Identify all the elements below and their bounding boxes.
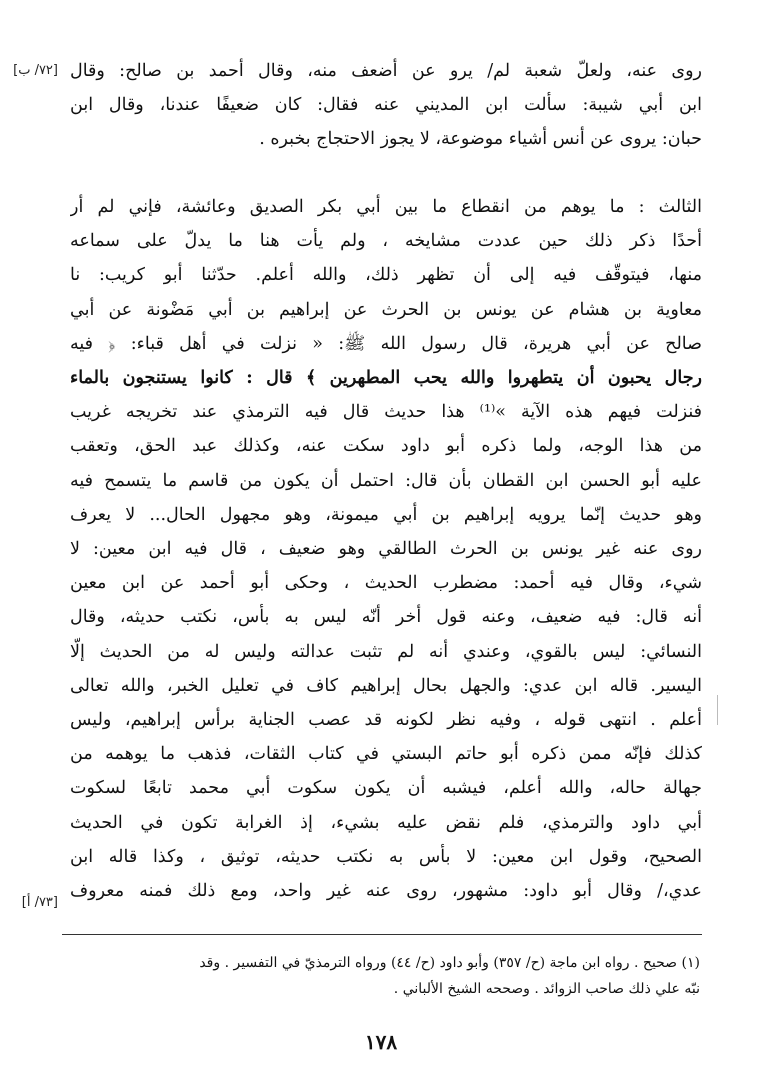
text-line: أنه قال: فيه ضعيف، وعنه قول أخر أنّه ليس به بأس، نكتب حديثه، وقال [70,607,702,628]
text-line: معاوية بن هشام عن يونس بن الحرث عن إبراهيم بن أبي مَضْونة عن أبي [70,299,702,320]
text-line: أعلم . انتهى قوله ، وفيه نظر لكونه قد عصب الجناية برأس إبراهيم، وليس [70,710,702,731]
text-line: أبي داود والترمذي، فلم نقض عليه بشيء، إذ الغرابة تكون في الحديث [70,812,702,833]
text-line: روى عنه، ولعلّ شعبة لم/ يرو عن أضعف منه، وقال أحمد بن صالح: وقال [70,61,702,81]
text-line: اليسير. قاله ابن عدي: والجهل بحال إبراهيم كاف في تعليل الخبر، والله تعالى [70,675,702,696]
footnote-line: نبّه علي ذلك صاحب الزوائد . وصححه الشيخ الألباني . [393,981,700,997]
text-line: شيء، وقال فيه أحمد: مضطرب الحديث ، وحكى أبو أحمد عن ابن معين [70,573,702,594]
text-line: حبان: يروى عن أنس أشياء موضوعة، لا يجوز الاحتجاج بخبره . [259,129,702,150]
text-line: عدي،/ وقال أبو داود: مشهور، روى عنه غير واحد، ومع ذلك فمنه معروف [70,881,702,902]
text-line: ابن أبي شيبة: سألت ابن المديني عنه فقال: كان ضعيفًا عندنا، وقال ابن [70,95,702,116]
text-line: منها، فيتوقّف فيه إلى أن تظهر ذلك، والله أعلم. حدّثنا أبو كريب: نا [70,265,702,286]
paragraph-1 [70,54,702,157]
page-number: ١٧٨ [364,1030,398,1054]
text-line: الثالث : ما يوهم من انقطاع ما بين أبي بكر الصديق وعائشة، فإني لم أر [70,197,702,217]
footnotes [60,950,700,1002]
folio-marker-bottom: [٧٣/ أ] [21,895,58,910]
text-line: كذلك فإنّه ممن ذكره أبو حاتم البستي في كتاب الثقات، فذهب ما يوهمه من [70,744,702,765]
quran-verse-line: رجال يحبون أن يتطهروا والله يحب المطهرين ﴾ قال : كانوا يستنجون بالماء [70,368,702,389]
footnote-line: (١) صحيح . رواه ابن ماجة (ح/ ٣٥٧) وأبو داود (ح/ ٤٤) ورواه الترمذيّ في التفسير . وقد [199,955,700,971]
text-line: الصحيح، وقول ابن معين: لا بأس به نكتب حديثه، توثيق ، وكذا قاله ابن [70,846,702,867]
text-line: فنزلت فيهم هذه الآية »⁽¹⁾ هذا حديث قال فيه الترمذي عند تخريجه غريب [70,402,702,423]
text-line: أحدًا ذكر ذلك حين عددت مشايخه ، ولم يأت هنا ما يدلّ على سماعه [70,231,702,252]
folio-marker-top: [٧٢/ ب] [13,63,58,78]
text-line: روى عنه غير يونس بن الحرث الطالقي وهو ضعيف ، قال فيه ابن معين: لا [70,539,702,560]
text-line: وهو حديث إنّما يرويه إبراهيم بن أبي ميمونة، وهو مجهول الحال... لا يعرف [70,504,702,525]
gutter-mark [717,695,718,725]
text-line: صالح عن أبي هريرة، قال رسول الله ﷺ: « نزلت في أهل قباء: ﴿ فيه [70,333,702,354]
paragraph-2 [70,190,702,908]
text-line: النسائي: ليس بالقوي، وعندي أنه لم تثبت عدالته وليس له من الحديث إلّا [70,641,702,662]
text-line: من هذا الوجه، ولما ذكره أبو داود سكت عنه، وكذلك عبد الحق، وتعقب [70,436,702,457]
text-line: عليه أبو الحسن ابن القطان بأن قال: احتمل أن يكون من قاسم ما يتسمح فيه [70,470,702,491]
footnote-divider [62,934,702,935]
text-line: جهالة حاله، والله أعلم، فيشبه أن يكون سكوت أبي محمد تابعًا لسكوت [70,778,702,799]
